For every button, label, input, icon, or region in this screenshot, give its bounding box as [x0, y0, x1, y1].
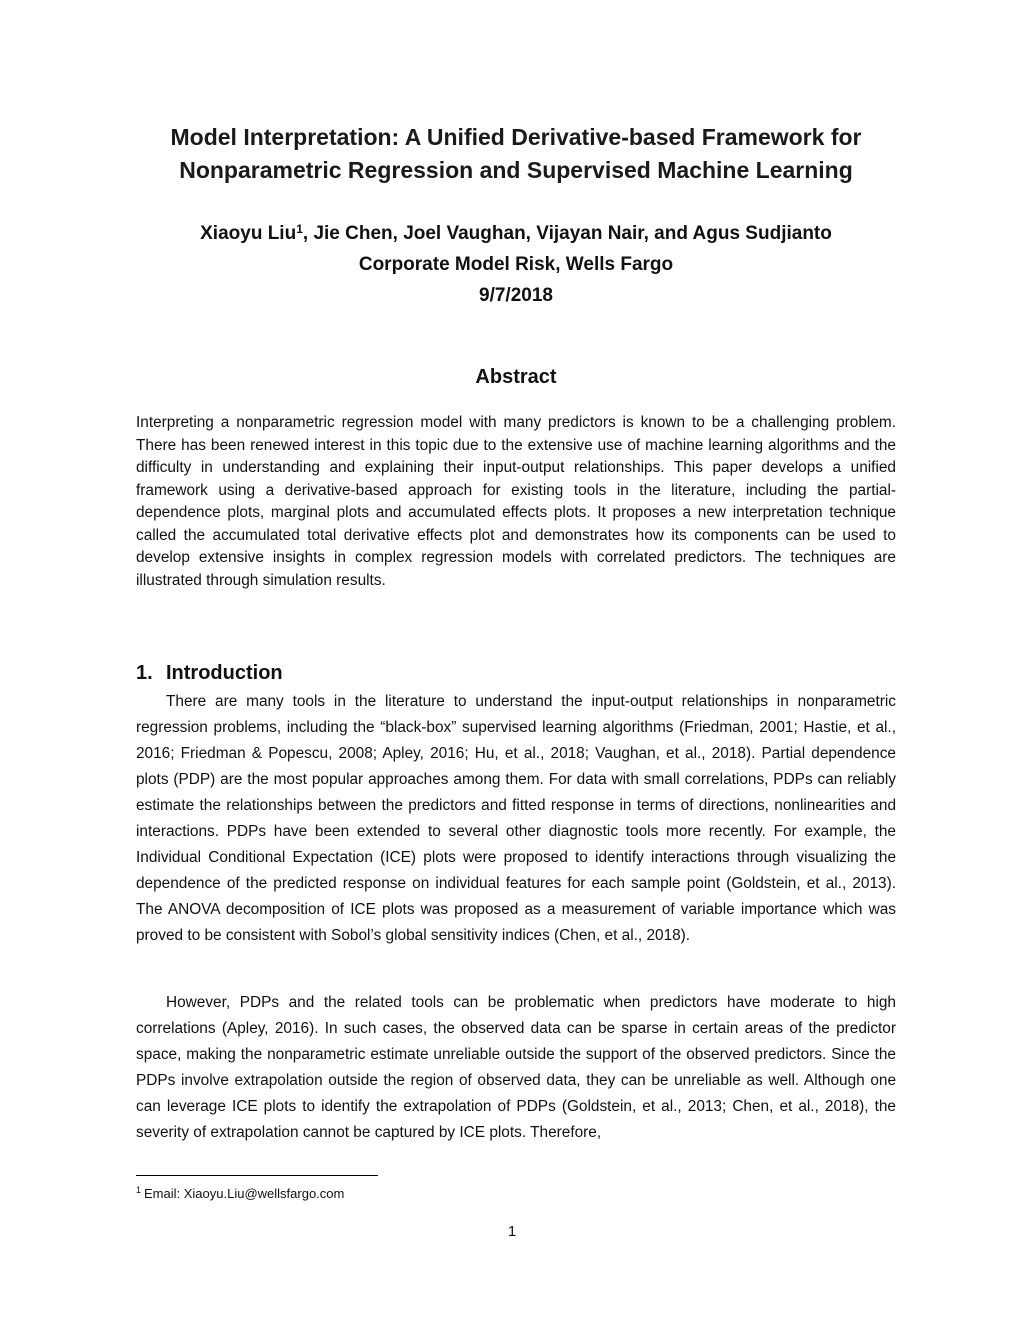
body-paragraph: There are many tools in the literature to understand the input-output relationships in nonparametric regression problems, including the “black-box” supervised learning algorithms (Friedman, 2001; Hastie, et al., 2016; Friedman & Popescu, 2008; Apley, 2016; Hu, et al., 2018; Vaughan, et al., 2018). Partial dependence plots (PDP) are the most popular approaches among them. For data with small correlations, PDPs can reliably estimate the relationships between the predictors and fitted response in terms of directions, nonlinearities and interactions. PDPs have been extended to several other diagnostic tools more recently. For example, the Individual Conditional Expectation (ICE) plots were proposed to identify interactions through visualizing the dependence of the predicted response on individual features for each sample point (Goldstein, et al., 2013). The ANOVA decomposition of ICE plots was proposed as a measurement of variable importance which was proved to be consistent with Sobol’s global sensitivity indices (Chen, et al., 2018). — [136, 693, 896, 944]
abstract-heading: Abstract — [475, 366, 557, 388]
footnote-divider — [136, 1175, 378, 1176]
footnote-reference: 1 — [296, 222, 303, 236]
paper-title — [100, 121, 932, 187]
title-line-2: Nonparametric Regression and Supervised Machine Learning — [179, 157, 853, 183]
paper-date: 9/7/2018 — [479, 285, 553, 306]
footnote — [136, 1185, 344, 1203]
section-heading-introduction — [136, 659, 283, 687]
author-block — [100, 218, 932, 311]
author-list — [100, 218, 932, 249]
first-author: Xiaoyu Liu — [200, 223, 297, 244]
title-line-1: Model Interpretation: A Unified Derivative-based Framework for — [170, 124, 862, 150]
section-title: Introduction — [166, 662, 283, 684]
abstract-text: Interpreting a nonparametric regression model with many predictors is known to be a challenging problem. There has been renewed interest in this topic due to the extensive use of machine learning algorithms and the difficulty in understanding and explaining their input-output relationships. This paper develops a unified framework using a derivative-based approach for existing tools in the literature, including the partial-dependence plots, marginal plots and accumulated effects plots. It proposes a new interpretation technique called the accumulated total derivative effects plot and demonstrates how its components can be used to develop extensive insights in complex regression models with correlated predictors. The techniques are illustrated through simulation results. — [136, 414, 896, 589]
other-authors: , Jie Chen, Joel Vaughan, Vijayan Nair, and Agus Sudjianto — [302, 223, 832, 244]
footnote-mark: 1 — [136, 1185, 142, 1195]
body-paragraph: However, PDPs and the related tools can be problematic when predictors have moderate to high correlations (Apley, 2016). In such cases, the observed data can be sparse in certain areas of the predictor space, making the nonparametric estimate unreliable outside the support of the observed predictors. Since the PDPs involve extrapolation outside the region of observed data, they can be unreliable as well. Although one can leverage ICE plots to identify the extrapolation of PDPs (Goldstein, et al., 2013; Chen, et al., 2018), the severity of extrapolation cannot be captured by ICE plots. Therefore, — [136, 994, 896, 1141]
section-number: 1. — [136, 662, 153, 684]
page-number: 1 — [507, 1223, 517, 1240]
footnote-text: Email: Xiaoyu.Liu@wellsfargo.com — [144, 1186, 345, 1201]
affiliation: Corporate Model Risk, Wells Fargo — [358, 254, 674, 275]
